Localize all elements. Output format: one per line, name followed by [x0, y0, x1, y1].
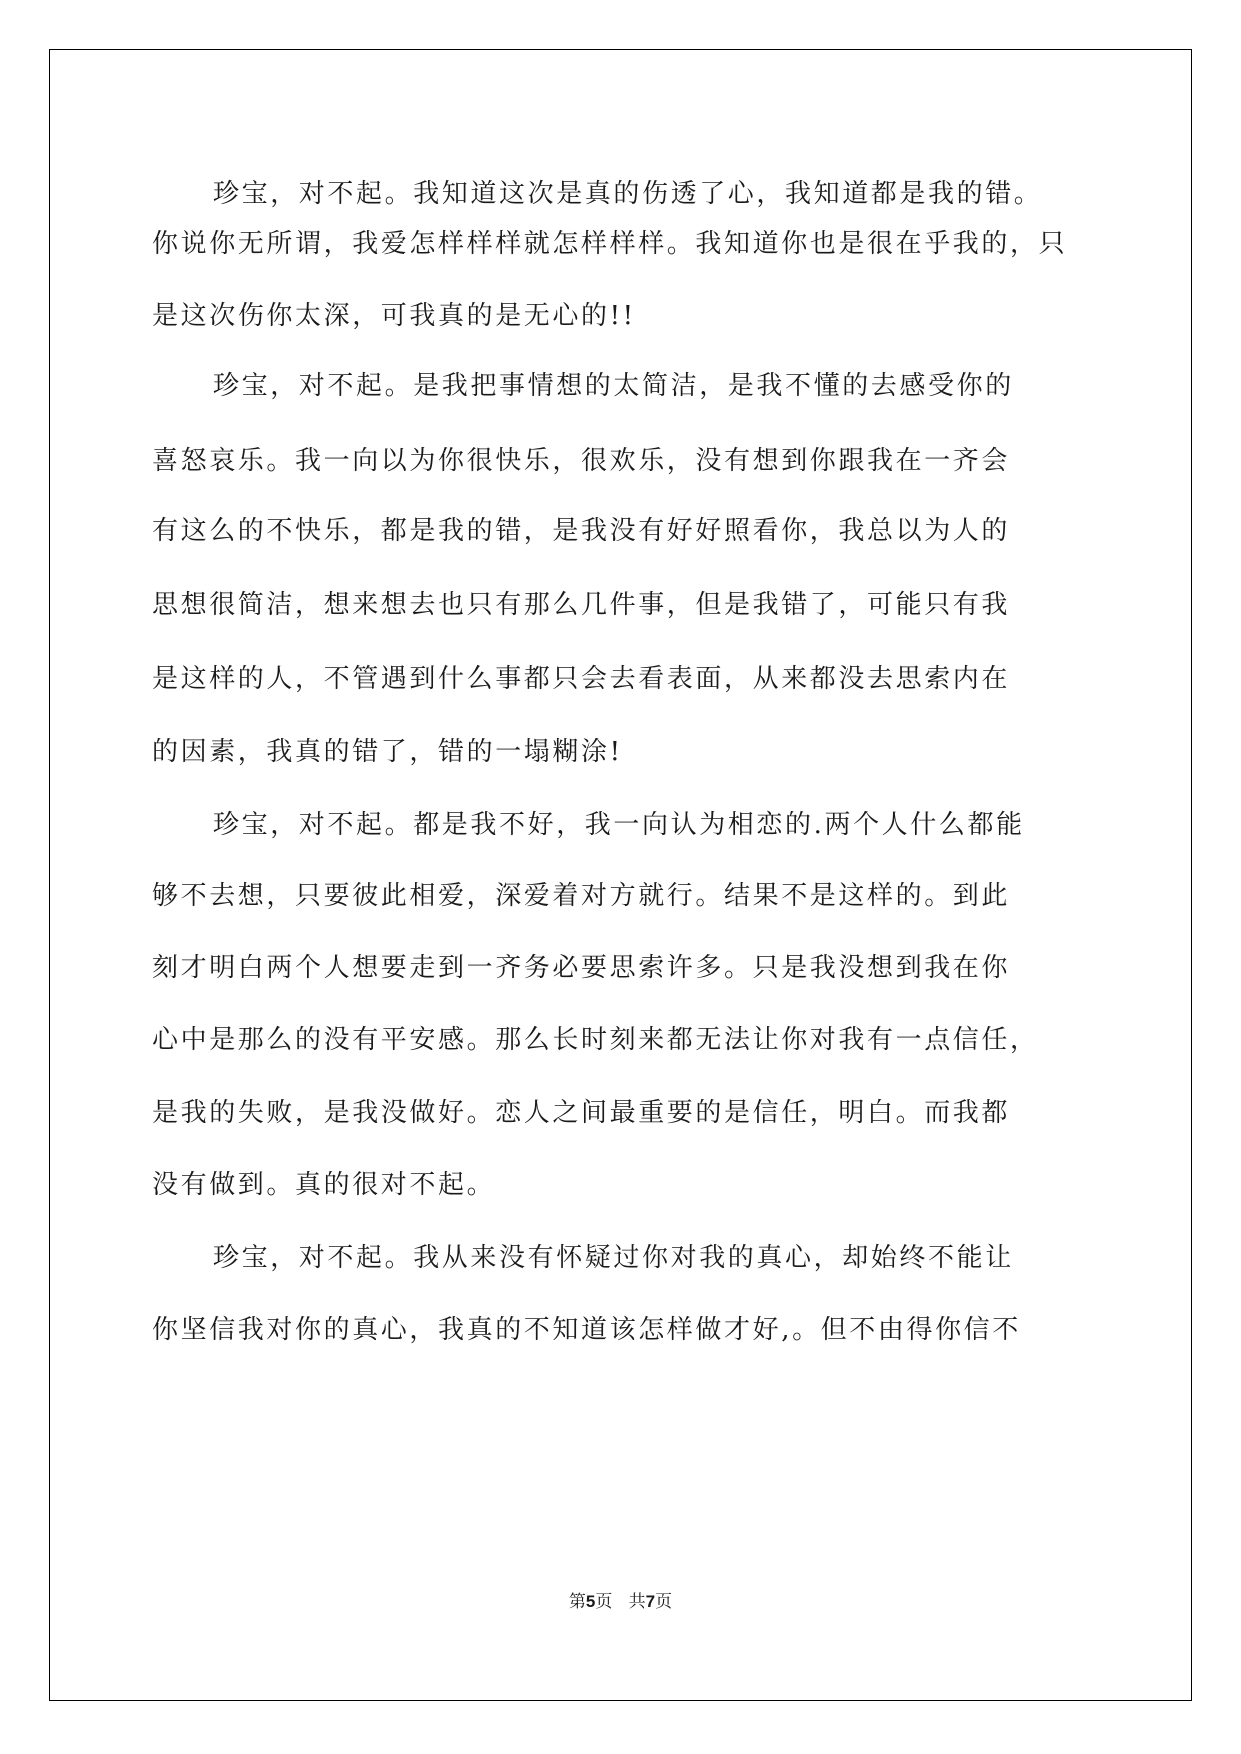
text-line: 珍宝，对不起。都是我不好，我一向认为相恋的.两个人什么都能	[213, 810, 1025, 840]
text-line: 是这次伤你太深，可我真的是无心的!!	[152, 301, 636, 331]
text-line: 你说你无所谓，我爱怎样样样就怎样样样。我知道你也是很在乎我的，只	[152, 229, 1068, 259]
text-line: 没有做到。真的很对不起。	[152, 1170, 496, 1200]
text-line: 珍宝，对不起。是我把事情想的太简洁，是我不懂的去感受你的	[213, 371, 1014, 401]
text-line: 是这样的人，不管遇到什么事都只会去看表面，从来都没去思索内在	[152, 664, 1011, 694]
text-line: 思想很简洁，想来想去也只有那么几件事，但是我错了，可能只有我	[152, 590, 1011, 620]
text-line: 够不去想，只要彼此相爱，深爱着对方就行。结果不是这样的。到此	[152, 881, 1011, 911]
text-line: 刻才明白两个人想要走到一齐务必要思索许多。只是我没想到我在你	[152, 953, 1011, 983]
total-page-number: 7	[645, 1592, 656, 1611]
text-line: 喜怒哀乐。我一向以为你很快乐，很欢乐，没有想到你跟我在一齐会	[152, 446, 1011, 476]
text-line: 心中是那么的没有平安感。那么长时刻来都无法让你对我有一点信任，	[152, 1025, 1039, 1055]
footer-mid: 页 共	[595, 1592, 646, 1612]
current-page-number: 5	[585, 1592, 596, 1611]
text-line: 你坚信我对你的真心，我真的不知道该怎样做才好,。但不由得你信不	[152, 1315, 1021, 1345]
text-line: 是我的失败，是我没做好。恋人之间最重要的是信任，明白。而我都	[152, 1098, 1011, 1128]
text-line: 珍宝，对不起。我从来没有怀疑过你对我的真心，却始终不能让	[213, 1243, 1014, 1273]
text-line: 的因素，我真的错了，错的一塌糊涂!	[152, 737, 623, 767]
text-line: 珍宝，对不起。我知道这次是真的伤透了心，我知道都是我的错。	[213, 179, 1043, 209]
text-line: 有这么的不快乐，都是我的错，是我没有好好照看你，我总以为人的	[152, 516, 1011, 546]
footer-prefix: 第	[568, 1592, 586, 1612]
footer-suffix: 页	[655, 1592, 673, 1612]
page-footer	[0, 1587, 1241, 1612]
